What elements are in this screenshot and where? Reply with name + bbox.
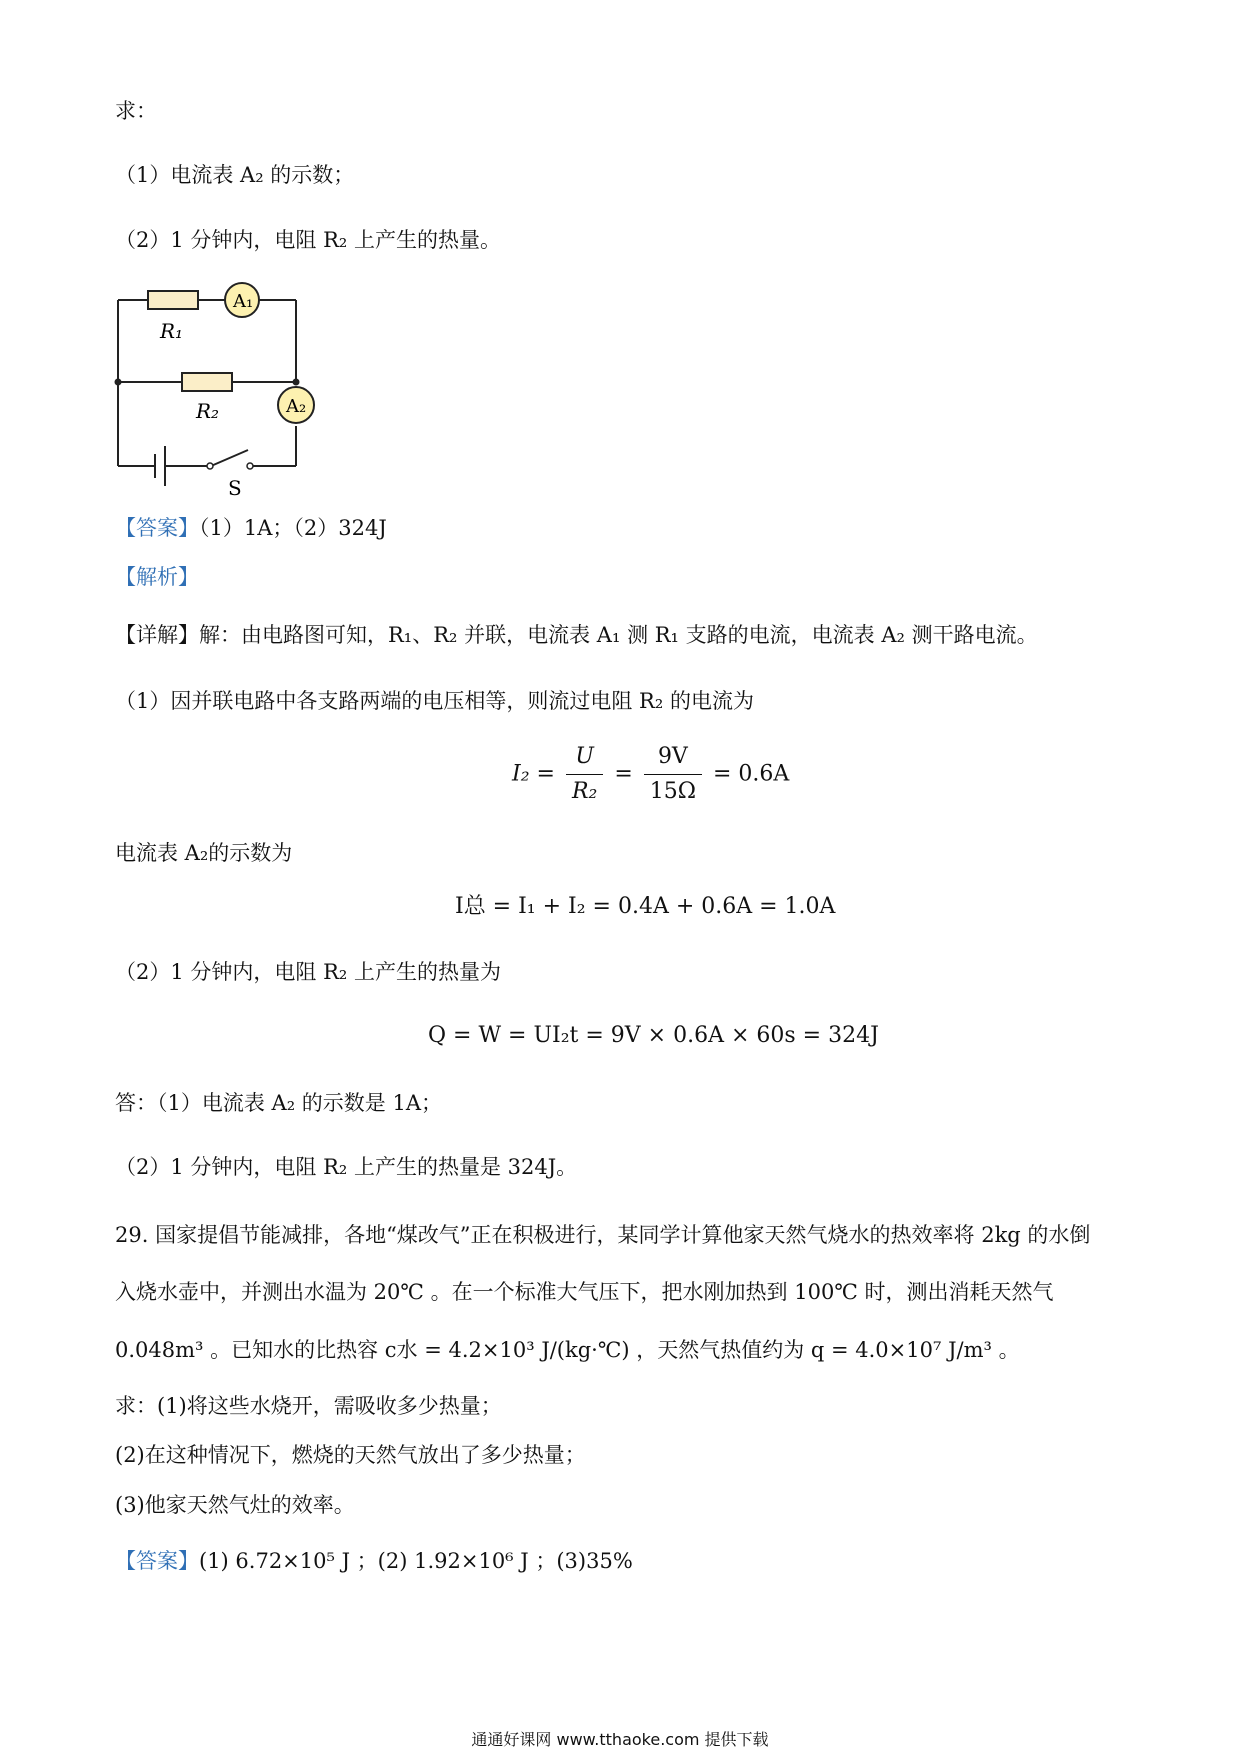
analysis-line bbox=[115, 562, 199, 592]
resistor-r2 bbox=[182, 373, 232, 391]
detail-line bbox=[115, 620, 1038, 650]
detail-text: 解：由电路图可知，R₁、R₂ 并联，电流表 A₁ 测 R₁ 支路的电流，电流表 A₂ 测干路电流。 bbox=[199, 623, 1038, 647]
formula-i2 bbox=[512, 742, 789, 807]
ammeter-a2-label: A₂ bbox=[286, 396, 307, 417]
formula-i2-rhs: = 0.6A bbox=[713, 761, 790, 787]
fraction-den-15ohm: 15Ω bbox=[649, 779, 696, 804]
formula-i2-lhs: I₂ = bbox=[512, 761, 555, 787]
fraction-u-over-r2 bbox=[566, 742, 603, 807]
q29-line-1: 29. 国家提倡节能减排，各地“煤改气”正在积极进行，某同学计算他家天然气烧水的热效率将 2kg 的水倒 bbox=[115, 1223, 1091, 1247]
fraction-num-9v: 9V bbox=[644, 742, 702, 775]
fraction-den-r2: R₂ bbox=[571, 779, 598, 804]
ammeter-a1-label: A₁ bbox=[233, 291, 254, 312]
a2-reading-text: 电流表 A₂的示数为 bbox=[115, 841, 293, 865]
resistor-r1-label: R₁ bbox=[160, 319, 184, 343]
fraction-9v-over-15ohm bbox=[644, 742, 702, 807]
circuit-diagram bbox=[110, 280, 330, 500]
answer-line bbox=[115, 513, 387, 543]
fraction-num-u: U bbox=[566, 742, 603, 775]
q29-answer-tag: 【答案】 bbox=[115, 1549, 199, 1573]
q29-answer-line bbox=[115, 1546, 633, 1576]
page-footer: 通通好课网 www.tthaoke.com 提供下载 bbox=[471, 1730, 769, 1749]
formula-total-current: I总 = I₁ + I₂ = 0.4A + 0.6A = 1.0A bbox=[455, 894, 836, 919]
q29-ask-2: (2)在这种情况下，燃烧的天然气放出了多少热量； bbox=[115, 1443, 586, 1467]
formula-i2-eq: = bbox=[614, 761, 633, 787]
formula-heat: Q = W = UI₂t = 9V × 0.6A × 60s = 324J bbox=[428, 1023, 879, 1048]
q29-ask-1: 求：(1)将这些水烧开，需吸收多少热量； bbox=[115, 1394, 502, 1418]
question-ask: 求： bbox=[115, 99, 157, 123]
step2-text: （2）1 分钟内，电阻 R₂ 上产生的热量为 bbox=[115, 960, 501, 984]
resistor-r2-label: R₂ bbox=[196, 399, 220, 423]
switch-label: S bbox=[228, 476, 242, 500]
conclusion-2: （2）1 分钟内，电阻 R₂ 上产生的热量是 324J。 bbox=[115, 1155, 578, 1179]
question-ask-2: （2）1 分钟内，电阻 R₂ 上产生的热量。 bbox=[115, 228, 501, 252]
question-ask-1: （1）电流表 A₂ 的示数； bbox=[115, 163, 355, 187]
q29-answer-text: (1) 6.72×10⁵ J ；(2) 1.92×10⁶ J ；(3)35% bbox=[199, 1549, 633, 1573]
conclusion-1: 答：（1）电流表 A₂ 的示数是 1A； bbox=[115, 1091, 442, 1115]
analysis-tag: 【解析】 bbox=[115, 565, 199, 589]
q29-line-2: 入烧水壶中，并测出水温为 20℃ 。在一个标准大气压下，把水刚加热到 100℃ 时，测出消耗天然气 bbox=[115, 1280, 1054, 1304]
q29-ask-3: (3)他家天然气灶的效率。 bbox=[115, 1493, 355, 1517]
q29-line-3: 0.048m³ 。已知水的比热容 c水 = 4.2×10³ J/(kg·℃) ，天然气热值约为 q = 4.0×10⁷ J/m³ 。 bbox=[115, 1338, 1020, 1362]
detail-tag: 【详解】 bbox=[115, 623, 199, 647]
resistor-r1 bbox=[148, 291, 198, 309]
answer-tag: 【答案】 bbox=[115, 516, 199, 540]
step1-text: （1）因并联电路中各支路两端的电压相等，则流过电阻 R₂ 的电流为 bbox=[115, 689, 754, 713]
answer-text: （1）1A；（2）324J bbox=[199, 516, 387, 540]
